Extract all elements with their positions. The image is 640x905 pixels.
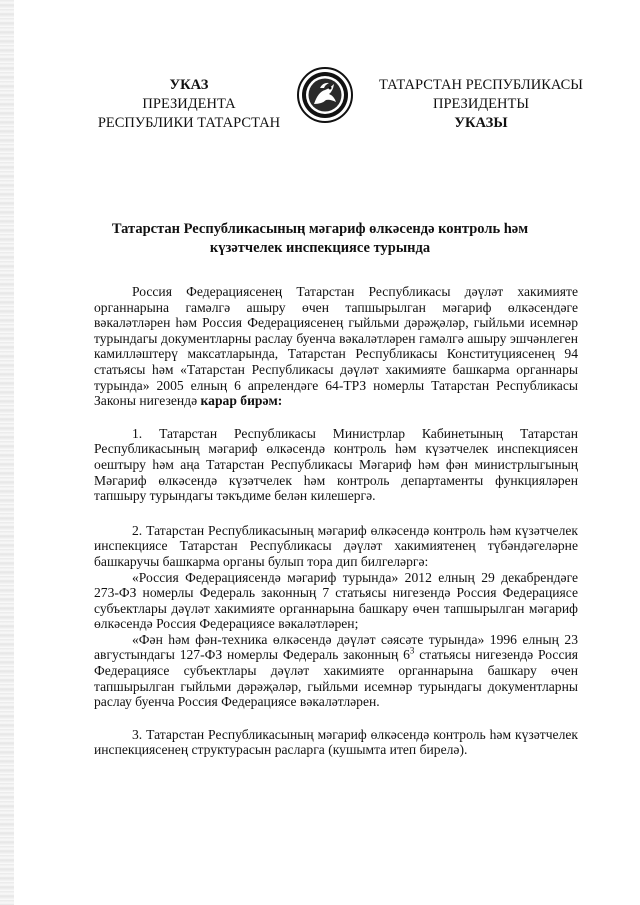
quote-2-superscript: 3 bbox=[409, 645, 415, 656]
preamble-paragraph bbox=[94, 284, 578, 409]
header-right-line-1: ТАТАРСТАН РЕСПУБЛИКАСЫ bbox=[379, 77, 583, 93]
item-1-paragraph: 1. Татарстан Республикасы Министрлар Кабинетының Татарстан Республикасының мәгариф өлкәсендә контроль һәм күзәтчелек инспекциясен оештыру һәм аңа Татарстан Республикасы Мәгариф һәм фән министрлыгының Мәгариф өлкәсендә күзәтчелек һәм контроль департаменты функцияләрен тапшыру турындагы тәкъдиме белән килешергә. bbox=[94, 425, 578, 504]
header-left-line-2: ПРЕЗИДЕНТА bbox=[142, 96, 236, 112]
coat-of-arms-icon bbox=[296, 66, 354, 124]
title-line-2: күзәтчелек инспекциясе турында bbox=[209, 240, 431, 256]
preamble-text: Россия Федерациясенең Татарстан Республикасы дәүләт хакимияте органнарына гамәлгә ашыру өчен тапшырылган мәгариф өлкәсендәге вәкаләтләрен һәм Россия Федерациясенең гыйльми дәрәҗәләр, гыйльми исемнәр турындагы документларны раслау буенча вәкаләтләрен гамәлгә ашыру эшчәнлеген камилләштерү максатларында, Татарстан Республикасы Конституциясенең 94 статьясы һәм «Татарстан Республикасы дәүләт хакимияте башкарма органнары турында» 2005 елның 6 апрелендәге 64-ТРЗ номерлы Татарстан Республикасы Законы нигезендә bbox=[94, 284, 578, 409]
header-left-line-3: РЕСПУБЛИКИ ТАТАРСТАН bbox=[97, 115, 281, 131]
document-title bbox=[100, 220, 540, 258]
header-left-line-1: УКАЗ bbox=[169, 77, 209, 93]
quote-2-part-b: статьясы нигезендә Россия Федерациясе субъектлары дәүләт хакимияте органнарына башкару өчен тапшырылган гыйльми дәрәҗәләр, гыйльми исемнәр турындагы документларны раслау буенча Россия Федерациясе вәкаләтләрен. bbox=[94, 647, 579, 710]
item-2-quote-2 bbox=[94, 632, 578, 710]
header-left-ru bbox=[84, 76, 294, 133]
item-2-paragraph: 2. Татарстан Республикасының мәгариф өлкәсендә контроль һәм күзәтчелек инспекциясе Татарстан Республикасы дәүләт хакимиятенең түбәндәгеләрне башкаручы башкарма органы булып тора дип билгеләргә: bbox=[94, 522, 578, 569]
header-right-line-3: УКАЗЫ bbox=[454, 115, 508, 131]
item-2-quote-1: «Россия Федерациясендә мәгариф турында» 2012 елның 29 декабрендәге 273-ФЗ номерлы Федераль законның 7 статьясы нигезендә Россия Федерациясе субъектлары дәүләт хакимияте органнарына башкару өчен тапшырылган мәгариф өлкәсендә Россия Федерациясе вәкаләтләрен; bbox=[94, 569, 578, 632]
quote-2-part-a: «Фән һәм фән-техника өлкәсендә дәүләт сәясәте турында» 1996 елның 23 августындагы 127-ФЗ номерлы Федераль законның 6 bbox=[94, 631, 578, 663]
decree-phrase: карар бирәм: bbox=[200, 393, 283, 409]
item-3-paragraph: 3. Татарстан Республикасының мәгариф өлкәсендә контроль һәм күзәтчелек инспекциясенең структурасын расларга (кушымта итеп бирелә). bbox=[94, 726, 578, 758]
title-line-1: Татарстан Республикасының мәгариф өлкәсендә контроль һәм bbox=[111, 221, 529, 237]
header-right-line-2: ПРЕЗИДЕНТЫ bbox=[432, 96, 530, 112]
document-header bbox=[0, 66, 640, 136]
header-right-tt bbox=[372, 76, 590, 133]
document-body bbox=[94, 284, 578, 758]
